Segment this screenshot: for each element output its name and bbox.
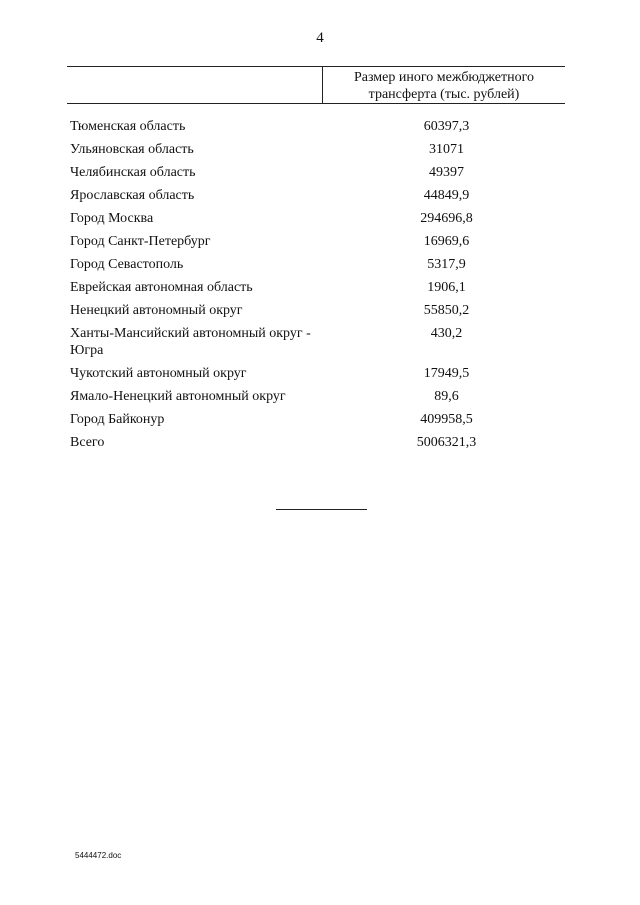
region-name: Ненецкий автономный округ [70,303,243,318]
region-name: Город Севастополь [70,257,184,272]
transfer-value: 55850,2 [423,303,470,318]
table-header [67,66,565,104]
transfer-value: 430,2 [430,326,463,341]
table-body [70,118,570,457]
transfer-value: 16969,6 [423,234,470,249]
document-file-id: 5444472.doc [75,851,122,860]
table-row [70,141,570,158]
transfer-value: 49397 [429,165,464,180]
total-value: 5006321,3 [416,435,477,450]
total-label: Всего [70,435,105,450]
region-name: Город Байконур [70,412,165,427]
region-name: Ярославская область [70,188,195,203]
region-name: Город Санкт-Петербург [70,234,211,249]
region-name: Тюменская область [70,119,186,134]
transfer-value: 31071 [429,142,464,157]
table-row [70,302,570,319]
table-row [70,210,570,227]
transfer-value: 1906,1 [427,280,466,295]
transfer-value: 44849,9 [423,188,470,203]
table-row [70,365,570,382]
region-name: Челябинская область [70,165,196,180]
transfer-value: 17949,5 [423,366,470,381]
transfer-value: 60397,3 [423,119,470,134]
table-row [70,279,570,296]
region-name: Ульяновская область [70,142,194,157]
table-row [70,164,570,181]
transfer-value: 89,6 [434,389,459,404]
region-name: Чукотский автономный округ [70,366,247,381]
table-row [70,118,570,135]
region-name: Еврейская автономная область [70,280,253,295]
table-row [70,325,570,359]
table-row [70,411,570,428]
table-row [70,233,570,250]
transfer-value: 294696,8 [420,211,473,226]
end-of-document-rule [276,509,367,510]
table-row [70,256,570,273]
column-header-transfer-amount: Размер иного межбюджетного трансферта (тыс. рублей) [353,70,535,102]
page-number: 4 [316,30,324,46]
table-row-total [70,434,570,451]
table-row [70,187,570,204]
table-row [70,388,570,405]
region-name: Ханты-Мансийский автономный округ - Югра [70,326,311,358]
region-name: Город Москва [70,211,154,226]
transfer-value: 5317,9 [427,257,466,272]
region-name: Ямало-Ненецкий автономный округ [70,389,286,404]
transfer-value: 409958,5 [420,412,473,427]
